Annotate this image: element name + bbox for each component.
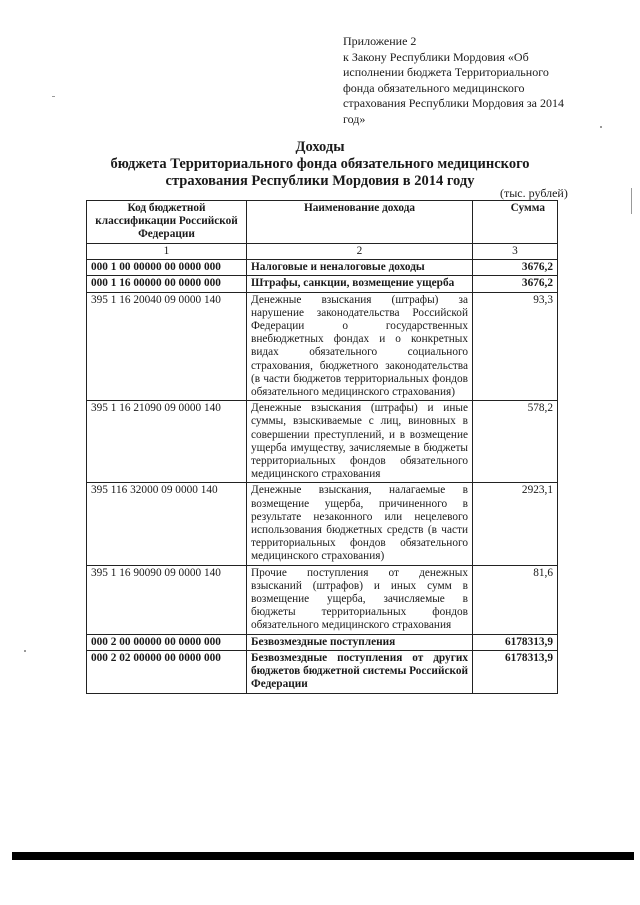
row-amount: 6178313,9 (473, 634, 558, 650)
table-row (87, 650, 558, 693)
row-name: Безвозмездные поступления (247, 634, 473, 650)
row-code: 000 1 16 00000 00 0000 000 (87, 276, 247, 292)
scan-speck (52, 96, 55, 97)
column-number: 1 (87, 244, 247, 260)
row-name: Штрафы, санкции, возмещение ущерба (247, 276, 473, 292)
title-line-1: Доходы (295, 139, 345, 155)
appendix-note (343, 34, 587, 128)
row-code: 395 1 16 90090 09 0000 140 (87, 565, 247, 634)
column-number: 3 (473, 244, 558, 260)
appendix-line: фонда обязательного медицинского (343, 80, 525, 95)
table-row (87, 634, 558, 650)
document-title (70, 139, 570, 190)
row-name: Безвозмездные поступления от других бюджетов бюджетной системы Российской Федерации (247, 650, 473, 693)
appendix-line: к Закону Республики Мордовия «Об (343, 49, 529, 64)
row-name: Прочие поступления от денежных взысканий (штрафов) и иных сумм в возмещение ущерба, зачисляемые в бюджеты территориальных фондов обязательного медицинского страхования (247, 565, 473, 634)
table-row (87, 565, 558, 634)
table-body (87, 260, 558, 693)
row-amount: 2923,1 (473, 483, 558, 565)
row-code: 000 2 02 00000 00 0000 000 (87, 650, 247, 693)
row-code: 000 2 00 00000 00 0000 000 (87, 634, 247, 650)
row-name: Денежные взыскания (штрафы) за нарушение законодательства Российской Федерации о государственных внебюджетных фондах и о конкретных видах обязательного социального страхования, бюджетного законодательства (в части бюджетов территориальных фондов обязательного медицинского страхования) (247, 292, 473, 401)
row-code: 395 1 16 20040 09 0000 140 (87, 292, 247, 401)
row-code: 395 116 32000 09 0000 140 (87, 483, 247, 565)
table-row (87, 260, 558, 276)
scan-speck (631, 188, 632, 214)
scan-speck (600, 126, 602, 128)
appendix-line: исполнении бюджета Территориального (343, 65, 549, 80)
table-row (87, 276, 558, 292)
header-code: Код бюджетной классификации Российской Федерации (87, 201, 247, 244)
row-amount: 93,3 (473, 292, 558, 401)
title-line-2: бюджета Территориального фонда обязательного медицинского (110, 156, 530, 172)
row-amount: 3676,2 (473, 276, 558, 292)
appendix-line: год» (343, 111, 366, 126)
header-name: Наименование дохода (247, 201, 473, 244)
row-name: Налоговые и неналоговые доходы (247, 260, 473, 276)
table-header-row (87, 201, 558, 244)
row-amount: 6178313,9 (473, 650, 558, 693)
row-code: 395 1 16 21090 09 0000 140 (87, 401, 247, 483)
row-name: Денежные взыскания, налагаемые в возмещение ущерба, причиненного в результате незаконного или нецелевого использования бюджетных средств (в части территориальных фондов обязательного медицинского страхования) (247, 483, 473, 565)
units-label: (тыс. рублей) (500, 186, 568, 200)
table-row (87, 483, 558, 565)
table-row (87, 292, 558, 401)
appendix-line: Приложение 2 (343, 34, 417, 48)
column-number: 2 (247, 244, 473, 260)
income-table (86, 200, 558, 694)
header-sum: Сумма (473, 201, 558, 244)
appendix-line: страхования Республики Мордовия за 2014 (343, 96, 564, 111)
row-amount: 3676,2 (473, 260, 558, 276)
row-code: 000 1 00 00000 00 0000 000 (87, 260, 247, 276)
row-amount: 81,6 (473, 565, 558, 634)
column-number-row (87, 244, 558, 260)
row-name: Денежные взыскания (штрафы) и иные суммы, взыскиваемые с лиц, виновных в совершении преступлений, и в возмещение ущерба имуществу, зачисляемые в бюджеты территориальных фондов обязательного медицинского страхования (247, 401, 473, 483)
scan-bottom-border (12, 852, 634, 860)
title-line-3: страхования Республики Мордовия в 2014 году (165, 173, 475, 189)
table-row (87, 401, 558, 483)
scan-speck (24, 650, 26, 652)
row-amount: 578,2 (473, 401, 558, 483)
